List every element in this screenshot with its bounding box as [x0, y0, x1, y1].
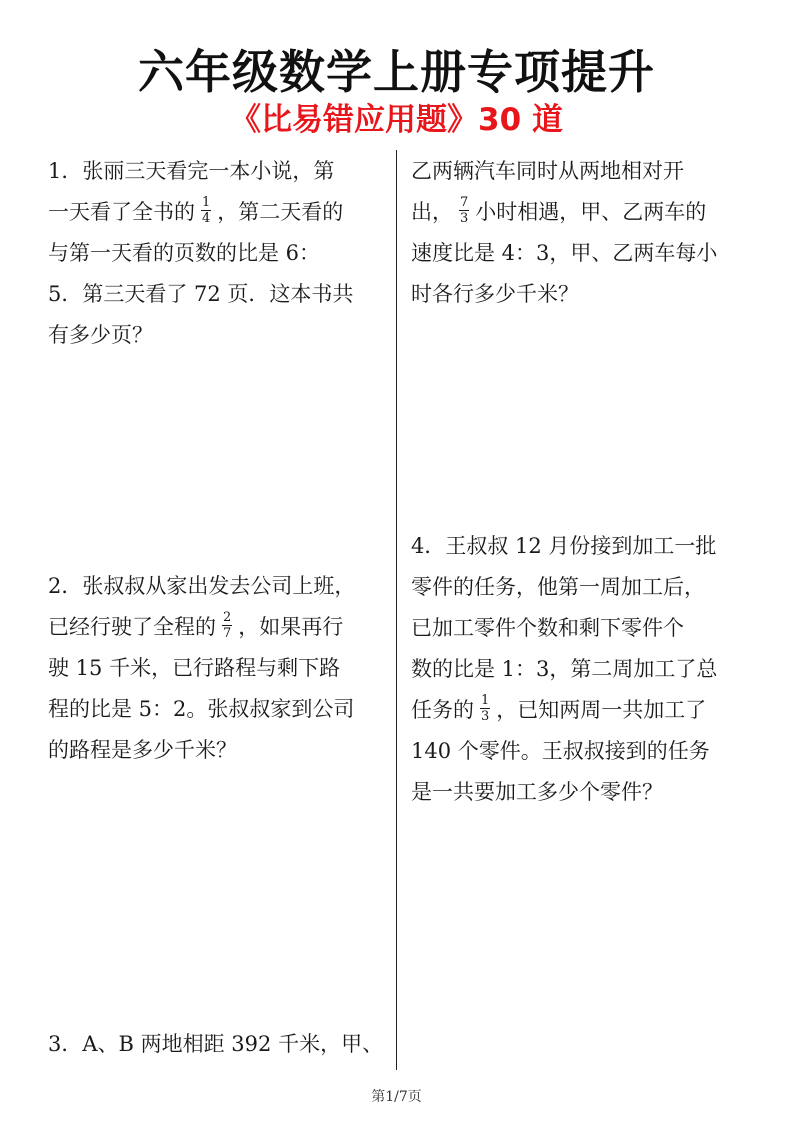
question-3-text: 小时相遇，甲、乙两车的: [475, 200, 707, 224]
fraction: [201, 195, 211, 226]
question-1-line-2: [48, 192, 383, 233]
question-2-text: ，如果再行: [238, 615, 344, 639]
question-1-text: ，第二天看的: [217, 200, 344, 224]
fraction-numerator: 1: [202, 195, 211, 210]
question-1-line-1: 1．张丽三天看完一本小说，第: [48, 159, 335, 183]
question-2-line-5: 的路程是多少千米？: [48, 738, 237, 762]
fraction: [222, 610, 232, 641]
fraction-numerator: 2: [223, 610, 232, 625]
question-4-line-4: 数的比是 1：3，第二周加工了总: [411, 657, 718, 681]
question-1-line-3: 与第一天看的页数的比是 6：: [48, 241, 321, 265]
fraction-numerator: 7: [460, 195, 469, 210]
question-2-line-1: 2．张叔叔从家出发去公司上班，: [48, 574, 356, 598]
question-4-line-2: 零件的任务，他第一周加工后，: [411, 575, 705, 599]
page-number: 第1/7页: [371, 1089, 422, 1105]
page-title: 六年级数学上册专项提升: [138, 45, 655, 99]
fraction-denominator: 4: [202, 211, 211, 226]
question-2-line-4: 程的比是 5：2。张叔叔家到公司: [48, 697, 355, 721]
question-4-line-1: 4．王叔叔 12 月份接到加工一批: [411, 534, 717, 558]
fraction-numerator: 1: [481, 693, 490, 708]
question-1: [48, 151, 383, 356]
question-4-text: ，已知两周一共加工了: [496, 698, 707, 722]
question-4-line-6: 140 个零件。王叔叔接到的任务: [411, 739, 710, 763]
page-subtitle: 《比易错应用题》30 道: [230, 102, 563, 138]
question-1-text: 一天看了全书的: [48, 200, 195, 224]
question-1-line-5: 有多少页？: [48, 323, 153, 347]
question-3-line-2: 乙两辆汽车同时从两地相对开: [411, 159, 684, 183]
fraction: [459, 195, 469, 226]
fraction-denominator: 7: [223, 626, 232, 641]
question-2-line-3: 驶 15 千米，已行路程与剩下路: [48, 656, 341, 680]
column-divider: [396, 150, 397, 1070]
fraction-denominator: 3: [460, 211, 469, 226]
question-3-line-1: 3．A、B 两地相距 392 千米，甲、: [48, 1032, 384, 1056]
question-2-line-2: [48, 607, 383, 648]
question-4-line-3: 已加工零件个数和剩下零件个: [411, 616, 684, 640]
question-3-line-3: [411, 192, 751, 233]
question-4-line-5: [411, 690, 751, 731]
question-4: [411, 526, 751, 813]
question-3-line-5: 时各行多少千米？: [411, 282, 579, 306]
fraction: [480, 693, 490, 724]
question-3-start: [48, 1024, 393, 1065]
question-3-line-4: 速度比是 4：3，甲、乙两车每小: [411, 241, 718, 265]
question-4-text: 任务的: [411, 698, 474, 722]
question-4-line-7: 是一共要加工多少个零件？: [411, 780, 663, 804]
question-2: [48, 566, 383, 771]
question-3-continued: [411, 151, 751, 315]
fraction-denominator: 3: [481, 709, 490, 724]
question-1-line-4: 5．第三天看了 72 页．这本书共: [48, 282, 354, 306]
question-2-text: 已经行驶了全程的: [48, 615, 216, 639]
question-3-text: 出，: [411, 200, 453, 224]
